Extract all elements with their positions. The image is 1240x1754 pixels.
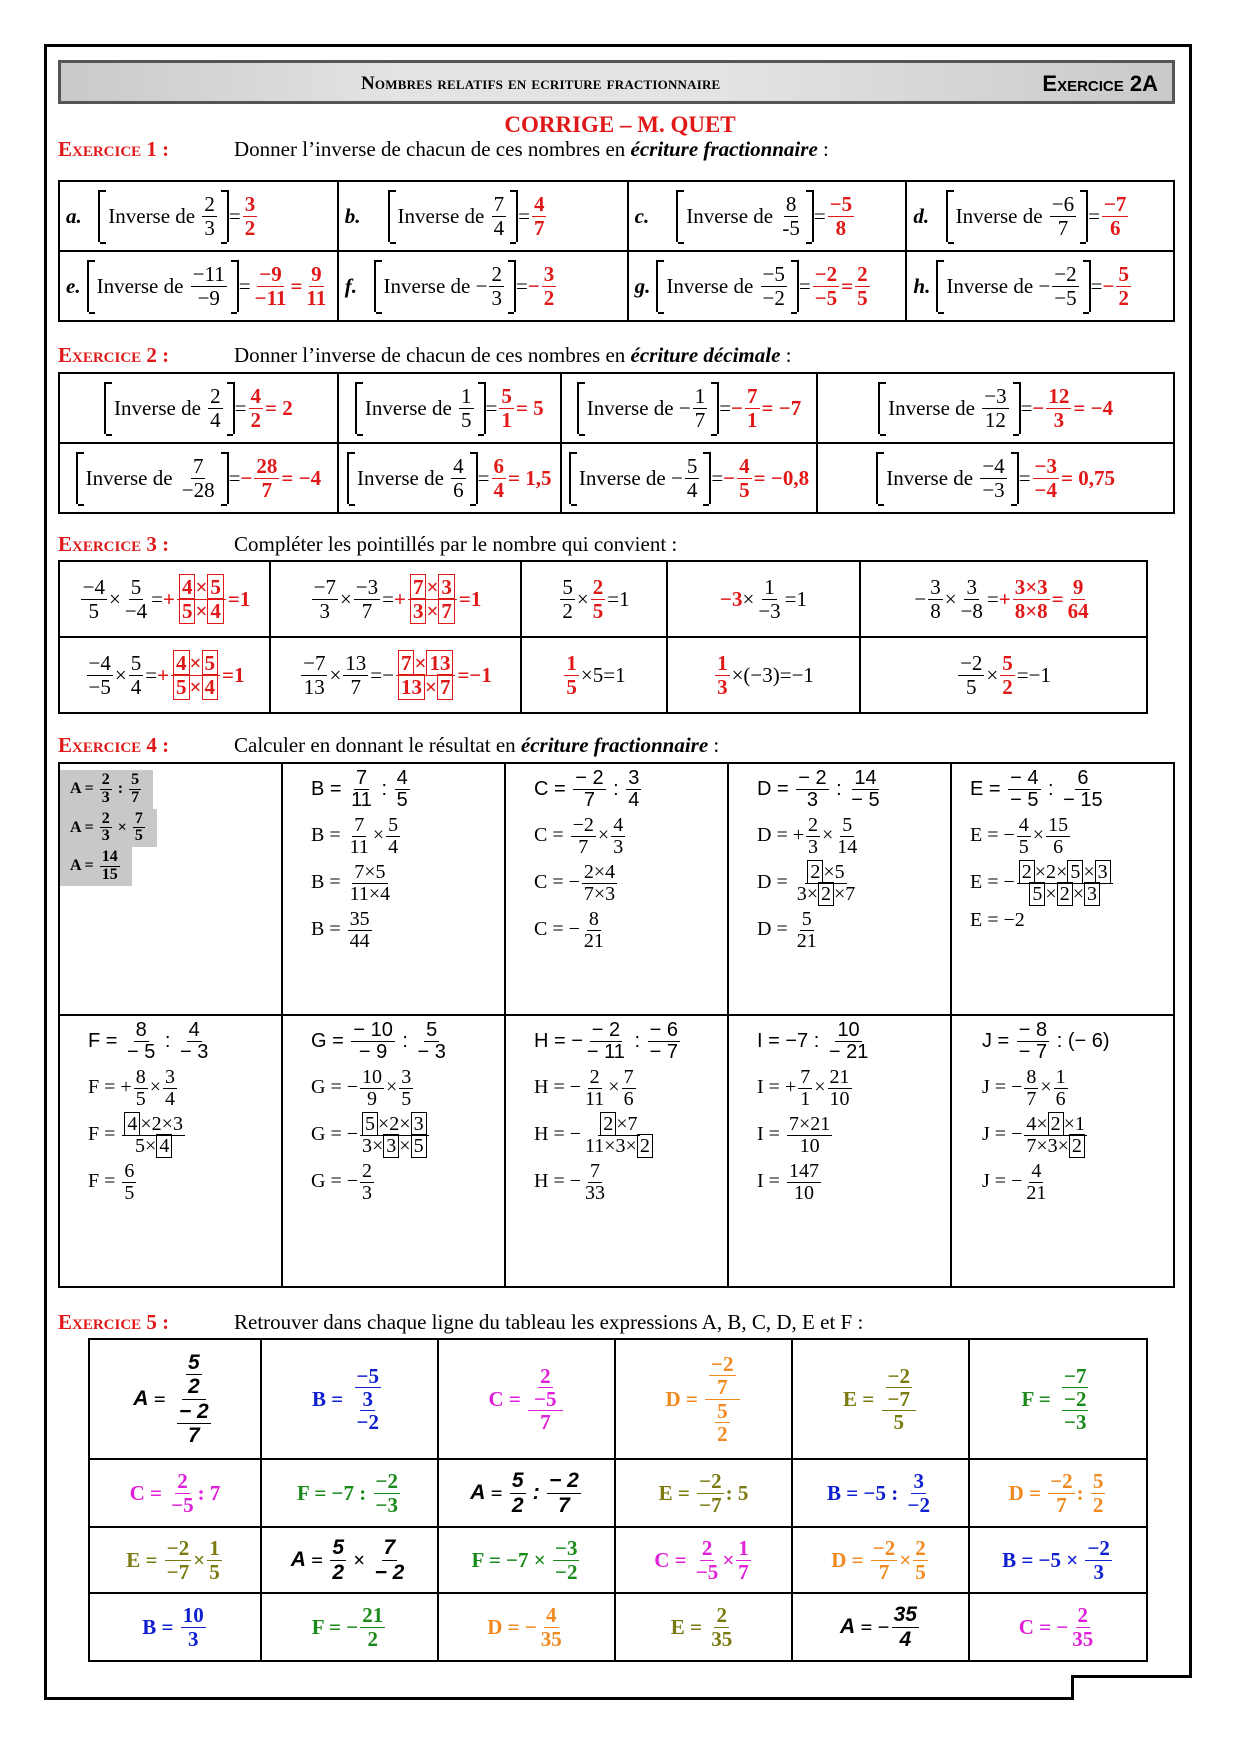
ex5-cell-4-3: D = − $\frac{4}{35}$ — [487, 1603, 562, 1651]
ex5-cell-3-3: F = −7 × $\frac{-3}{-2}$ — [471, 1536, 578, 1584]
ex5-cell-2-5: B = −5 : $\frac{3}{-2}$ — [827, 1469, 930, 1517]
ex5-cell-3-6: B = −5 × $\frac{-2}{3}$ — [1002, 1536, 1110, 1584]
ex1-cell-f: f. Inverse de − $\frac{2}{3}$ = − $\frac{3}{2}$ — [339, 252, 627, 320]
ex5-cell-2-6: D = $\frac{-2}{7}$ : $\frac{5}{2}$ — [1008, 1469, 1104, 1517]
ex3-cell-8: $\frac{1}{5}$ ×5=1 — [566, 651, 626, 699]
ex4-tail: : — [708, 733, 720, 757]
ex4-heading — [58, 733, 719, 758]
ex1-cell-h: h. Inverse de − $\frac{-2}{-5}$ = − $\frac{5}{2}$ — [907, 252, 1173, 320]
ex1-tail: : — [817, 137, 829, 161]
ex5-cell-1-4: D = $\frac{\frac{-2}{7}}{\frac{5}{2}}$ — [616, 1340, 791, 1458]
ex1-cell-g: g. Inverse de $\frac{-5}{-2}$ = $\frac{-2}{-5}$ = $\frac{2}{5}$ — [629, 252, 906, 320]
ex3-cell-7: $\frac{-7}{13}$ × $\frac{13}{7}$ =− $\frac{7 \times 13}{13 \times 7}$ =−1 — [303, 651, 492, 699]
ex1-cell-a: a. Inverse de $\frac{2}{3}$ = $\frac{3}{2}$ — [60, 182, 337, 250]
ex3-cell-4: −3 × $\frac{1}{-3}$ =1 — [720, 575, 807, 623]
ex3-cell-10: $\frac{-2}{5}$ × $\frac{5}{2}$ =−1 — [960, 651, 1051, 699]
ex4-cell-J: J = $\frac{- 8}{- 7}$ : (− 6) J = − $\frac{8}{7}$ × $\frac{1}{6}$ J = − $\frac{4\times 2 \times 1}{7\times 3\times 2}$ J = − $\frac{4}{21}$ — [982, 1019, 1110, 1204]
ex2-cell-7: Inverse de − $\frac{5}{4}$ = − $\frac{4}{5}$ = −0,8 — [562, 444, 816, 512]
ex3-cell-6: $\frac{-4}{-5}$ × $\frac{5}{4}$ = + $\frac{4 \times 5}{5 \times 4}$ =1 — [88, 651, 245, 699]
ex1-heading — [58, 137, 829, 162]
ex5-cell-3-5: D = $\frac{-2}{7}$ × $\frac{2}{5}$ — [831, 1536, 926, 1584]
ex1-cell-e: e. Inverse de $\frac{-11}{-9}$ = $\frac{-9}{-11}$ = $\frac{9}{11}$ — [60, 252, 337, 320]
ex5-label: Exercice 5 : — [58, 1310, 170, 1334]
ex3-label: Exercice 3 : — [58, 532, 170, 556]
header-title: Nombres relatifs en ecriture fractionnaire — [361, 73, 721, 94]
ex4-cell-D: D = $\frac{- 2}{3}$ : $\frac{14}{- 5}$ D = + $\frac{2}{3}$ × $\frac{5}{14}$ D = $\frac{2 \times 5}{3\times 2 \times 7}$ D = $\frac{5}{21}$ — [757, 767, 880, 952]
ex5-cell-2-2: F = −7 : $\frac{-2}{-3}$ — [297, 1469, 398, 1517]
ex3-cell-3: $\frac{5}{2}$ × $\frac{2}{5}$ =1 — [562, 575, 630, 623]
ex5-heading — [58, 1310, 863, 1335]
ex3-heading — [58, 532, 677, 557]
exercise-number: Exercice 2A — [1042, 71, 1158, 96]
ex2-tail: : — [780, 343, 792, 367]
ex5-cell-2-3: A = $\frac{5}{2}$ : $\frac{- 2}{7}$ — [470, 1469, 579, 1517]
ex1-table — [58, 180, 1175, 322]
ex3-table — [58, 560, 1148, 714]
ex4-cell-A: A = $\frac{2}{3}$ : $\frac{5}{7}$ A = $\frac{2}{3}$ × $\frac{7}{5}$ A = $\frac{14}{15}$ — [60, 764, 281, 886]
ex3-cell-2: $\frac{-7}{3}$ × $\frac{-3}{7}$ = + $\frac{7 \times 3}{3 \times 7}$ =1 — [313, 575, 482, 623]
ex2-heading — [58, 343, 791, 368]
ex5-cell-2-1: C = $\frac{2}{-5}$ : 7 — [129, 1469, 221, 1517]
ex3-cell-5: − $\frac{3}{8}$ × $\frac{3}{-8}$ = + $\frac{3\times 3}{8\times 8}$ = $\frac{9}{64}$ — [914, 575, 1089, 623]
ex5-cell-4-1: B = $\frac{10}{3}$ — [142, 1603, 204, 1651]
ex2-table — [58, 372, 1175, 514]
ex2-intro-em: écriture décimale — [630, 343, 781, 367]
ex2-label: Exercice 2 : — [58, 343, 170, 367]
ex5-cell-2-4: E = $\frac{-2}{-7}$ : 5 — [658, 1469, 749, 1517]
ex4-intro: Calculer en donnant le résultat en — [234, 733, 516, 757]
ex4-cell-E: E = $\frac{- 4}{- 5}$ : $\frac{6}{- 15}$ E = − $\frac{4}{5}$ × $\frac{15}{6}$ E = − $\frac{2 \times 2\times 5 \times 3}{5 \times 2 \times 3}$ E = −2 — [952, 768, 1173, 932]
ex5-cell-3-2: A = $\frac{5}{2}$ × $\frac{7}{- 2}$ — [290, 1536, 405, 1584]
ex5-cell-3-1: E = $\frac{-2}{-7}$ × $\frac{1}{5}$ — [126, 1536, 220, 1584]
ex2-cell-5: Inverse de $\frac{7}{-28}$ = − $\frac{28}{7}$ = −4 — [60, 444, 337, 512]
ex5-table — [88, 1338, 1148, 1662]
ex5-cell-4-6: C = − $\frac{2}{35}$ — [1018, 1603, 1094, 1651]
ex1-intro-em: écriture fractionnaire — [630, 137, 818, 161]
ex2-cell-6: Inverse de $\frac{4}{6}$ = $\frac{6}{4}$ = 1,5 — [339, 444, 560, 512]
ex5-cell-4-5: A = − $\frac{35}{4}$ — [840, 1603, 917, 1651]
ex5-cell-1-6: F = $\frac{-7}{\frac{-2}{-3}}$ — [1021, 1363, 1087, 1435]
ex2-cell-1: Inverse de $\frac{2}{4}$ = $\frac{4}{2}$ = 2 — [60, 374, 337, 442]
ex2-intro: Donner l’inverse de chacun de ces nombres en — [234, 343, 626, 367]
ex5-cell-3-4: C = $\frac{2}{-5}$ × $\frac{1}{7}$ — [654, 1536, 749, 1584]
ex4-cell-G: G = $\frac{- 10}{- 9}$ : $\frac{5}{- 3}$ G = − $\frac{10}{9}$ × $\frac{3}{5}$ G = − $\frac{5 \times 2\times 3}{3\times 3 \times 5}$ G = − $\frac{2}{3}$ — [311, 1019, 446, 1204]
ex1-intro: Donner l’inverse de chacun de ces nombres en — [234, 137, 626, 161]
ex5-intro: Retrouver dans chaque ligne du tableau les expressions A, B, C, D, E et F : — [234, 1310, 864, 1334]
ex4-cell-B: B = $\frac{7}{11}$ : $\frac{4}{5}$ B = $\frac{7}{11}$ × $\frac{5}{4}$ B = $\frac{7\times 5}{11\times 4}$ B = $\frac{35}{44}$ — [311, 767, 408, 952]
ex4-intro-em: écriture fractionnaire — [520, 733, 709, 757]
ex5-cell-1-5: E = $\frac{\frac{-2}{-7}}{5}$ — [793, 1340, 968, 1458]
page-header — [58, 60, 1175, 104]
ex5-cell-4-4: E = $\frac{2}{35}$ — [670, 1603, 733, 1651]
ex5-cell-4-2: F = − $\frac{21}{2}$ — [311, 1603, 384, 1651]
ex4-cell-H: H = − $\frac{- 2}{- 11}$ : $\frac{- 6}{- 7}$ H = − $\frac{2}{11}$ × $\frac{7}{6}$ H = − $\frac{2 \times 7}{11\times 3\times 2}$ H = − $\frac{7}{33}$ — [534, 1019, 678, 1204]
ex5-cell-1-3: C = $\frac{\frac{2}{-5}}{7}$ — [439, 1340, 614, 1458]
ex2-cell-3: Inverse de − $\frac{1}{7}$ = − $\frac{7}{1}$ = −7 — [562, 374, 816, 442]
ex4-label: Exercice 4 : — [58, 733, 170, 757]
ex1-cell-d: d. Inverse de $\frac{-6}{7}$ = $\frac{-7}{6}$ — [907, 182, 1173, 250]
ex2-cell-8: Inverse de $\frac{-4}{-3}$ = $\frac{-3}{-4}$ = 0,75 — [818, 444, 1173, 512]
ex1-cell-b: b. Inverse de $\frac{7}{4}$ = $\frac{4}{7}$ — [339, 182, 627, 250]
ex3-intro: Compléter les pointillés par le nombre qui convient : — [234, 532, 678, 556]
ex3-cell-1: $\frac{-4}{5}$ × $\frac{5}{-4}$ = + $\frac{4 \times 5}{5 \times 4}$ =1 — [82, 575, 251, 623]
ex3-cell-9: $\frac{1}{3}$ ×(−3)=−1 — [717, 651, 814, 699]
page-subtitle: CORRIGE – M. QUET — [504, 112, 736, 137]
ex4-cell-I: I = −7 : $\frac{10}{- 21}$ I = + $\frac{7}{1}$ × $\frac{21}{10}$ I = $\frac{7\times 21}{10}$ I = $\frac{147}{10}$ — [757, 1019, 869, 1204]
ex4-table — [58, 762, 1175, 1288]
ex4-cell-C: C = $\frac{- 2}{7}$ : $\frac{3}{4}$ C = $\frac{-2}{7}$ × $\frac{4}{3}$ C = − $\frac{2\times 4}{7\times 3}$ C = − $\frac{8}{21}$ — [534, 767, 640, 952]
ex1-label: Exercice 1 : — [58, 137, 170, 161]
ex5-cell-1-1: A = $\frac{\frac{5}{2}}{\frac{- 2}{7}}$ — [133, 1351, 209, 1447]
ex1-cell-c: c. Inverse de $\frac{8}{-5}$ = $\frac{-5}{8}$ — [629, 182, 906, 250]
page-corner — [1071, 1675, 1192, 1700]
ex2-cell-4: Inverse de $\frac{-3}{12}$ = − $\frac{12}{3}$ = −4 — [818, 374, 1173, 442]
ex4-cell-F: F = $\frac{8}{- 5}$ : $\frac{4}{- 3}$ F = + $\frac{8}{5}$ × $\frac{3}{4}$ F = $\frac{4 \times 2\times 3}{5\times 4}$ F = $\frac{6}{5}$ — [88, 1019, 209, 1204]
ex5-cell-1-2: B = $\frac{-5}{\frac{3}{-2}}$ — [312, 1363, 379, 1435]
ex2-cell-2: Inverse de $\frac{1}{5}$ = $\frac{5}{1}$ = 5 — [339, 374, 560, 442]
